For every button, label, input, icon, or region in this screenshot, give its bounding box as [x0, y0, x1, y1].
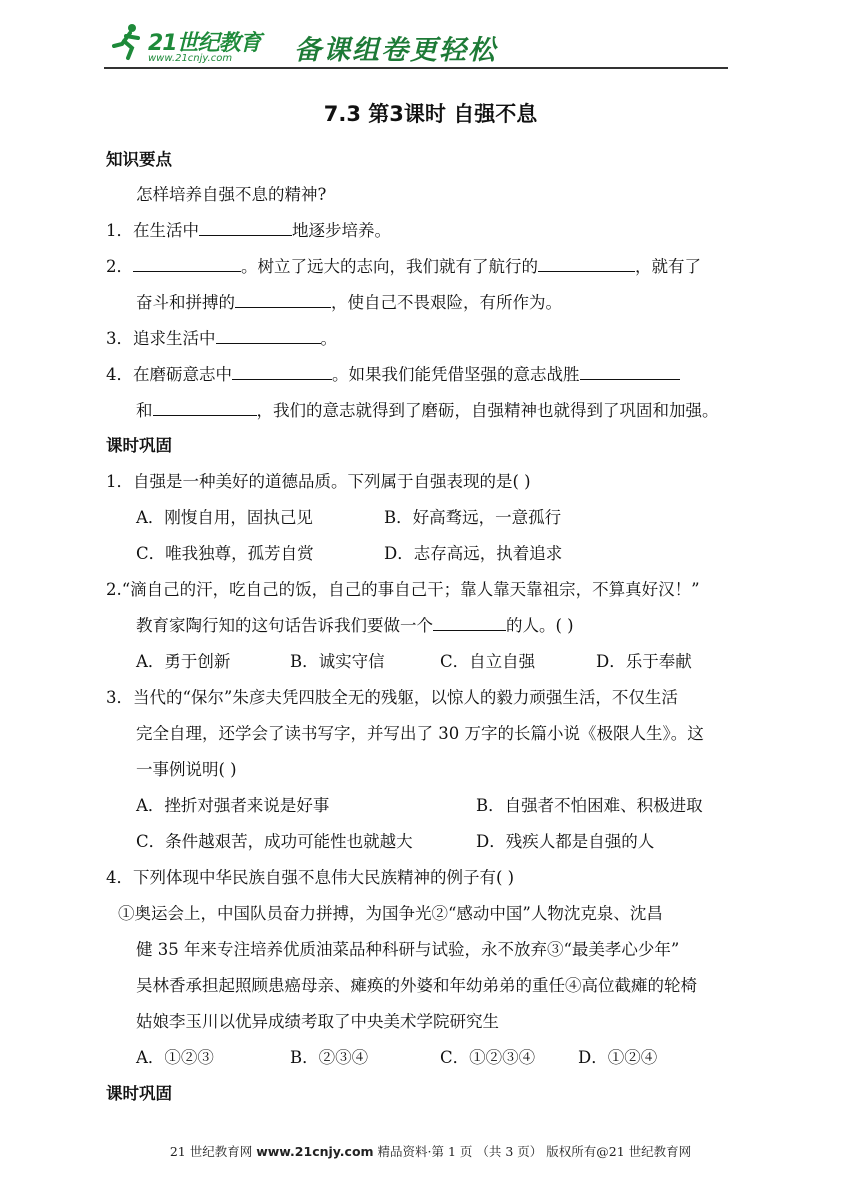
q3-option-b[interactable]: B．自强者不怕困难、积极进取 [476, 796, 703, 815]
q2-option-a[interactable]: A．勇于创新 [136, 652, 231, 671]
q2-option-c[interactable]: C．自立自强 [440, 652, 536, 671]
question-4: 4．下列体现中华民族自强不息伟大民族精神的例子有( ) [106, 868, 515, 887]
fill-blank[interactable] [199, 221, 292, 236]
knowledge-item-3: 3．追求生活中 。 [106, 329, 337, 348]
page-footer: 21 世纪教育网 www.21cnjy.com 精品资料·第 1 页 （共 3 页） 版权所有@21 世纪教育网 [169, 1144, 692, 1159]
q1-option-c[interactable]: C．唯我独尊，孤芳自赏 [136, 544, 314, 563]
q2-option-b[interactable]: B．诚实守信 [290, 652, 385, 671]
q1-option-d[interactable]: D．志存高远，执着追求 [384, 544, 563, 563]
runner-logo-icon [110, 22, 144, 62]
section-heading-consolidate-2: 课时巩固 [106, 1084, 172, 1103]
header-rule [104, 67, 728, 69]
brand-name: 21世纪教育 [148, 31, 261, 56]
slogan: 备课组卷更轻松 [294, 35, 497, 66]
fill-blank[interactable] [538, 257, 635, 272]
brand-url: www.21cnjy.com [148, 53, 233, 64]
knowledge-item-2: 2． 。树立了远大的志向，我们就有了航行的 ，就有了 [106, 257, 701, 276]
q4-option-d[interactable]: D．①②④ [578, 1048, 658, 1067]
q4-option-b[interactable]: B．②③④ [290, 1048, 369, 1067]
q3-option-c[interactable]: C．条件越艰苦，成功可能性也就越大 [136, 832, 413, 851]
footer-site-link[interactable]: www.21cnjy.com [256, 1144, 374, 1159]
q4-option-a[interactable]: A．①②③ [136, 1048, 214, 1067]
q1-option-a[interactable]: A．刚愎自用，固执己见 [136, 508, 313, 527]
knowledge-item-1: 1．在生活中 地逐步培养。 [106, 221, 391, 240]
fill-blank[interactable] [133, 257, 241, 272]
question-3-cont: 完全自理，还学会了读书写字，并写出了 30 万字的长篇小说《极限人生》。这 [136, 724, 704, 743]
fill-blank[interactable] [153, 401, 257, 416]
knowledge-intro: 怎样培养自强不息的精神? [136, 185, 327, 204]
page-header [104, 20, 728, 70]
question-2: 2.“滴自己的汗，吃自己的饭，自己的事自己干；靠人靠天靠祖宗，不算真好汉！” [106, 580, 700, 599]
question-3: 3．当代的“保尔”朱彦夫凭四肢全无的残躯，以惊人的毅力顽强生活，不仅生活 [106, 688, 678, 707]
knowledge-item-4-cont: 和 ，我们的意志就得到了磨砺，自强精神也就得到了巩固和加强。 [136, 401, 719, 420]
question-1: 1．自强是一种美好的道德品质。下列属于自强表现的是( ) [106, 472, 531, 491]
page-title: 7.3 第3课时 自强不息 [323, 102, 538, 126]
fill-blank[interactable] [235, 293, 331, 308]
q3-option-d[interactable]: D．残疾人都是自强的人 [476, 832, 655, 851]
q4-option-c[interactable]: C．①②③④ [440, 1048, 536, 1067]
q1-option-b[interactable]: B．好高骛远，一意孤行 [384, 508, 562, 527]
question-3-cont: 一事例说明( ) [136, 760, 237, 779]
question-4-cont: 健 35 年来专注培养优质油菜品种科研与试验，永不放弃③“最美孝心少年” [136, 940, 680, 959]
fill-blank[interactable] [216, 329, 321, 344]
fill-blank[interactable] [433, 616, 506, 631]
knowledge-item-2-cont: 奋斗和拼搏的 ，使自己不畏艰险，有所作为。 [136, 293, 562, 312]
knowledge-item-4: 4．在磨砺意志中 。如果我们能凭借坚强的意志战胜 [106, 361, 680, 385]
question-4-cont: 吴林香承担起照顾患癌母亲、瘫痪的外婆和年幼弟弟的重任④高位截瘫的轮椅 [136, 976, 697, 995]
fill-blank[interactable] [232, 365, 332, 380]
q3-option-a[interactable]: A．挫折对强者来说是好事 [136, 796, 330, 815]
question-2-cont: 教育家陶行知的这句话告诉我们要做一个 的人。( ) [136, 616, 574, 635]
question-4-cont: ①奥运会上，中国队员奋力拼搏，为国争光②“感动中国”人物沈克泉、沈昌 [118, 904, 663, 923]
section-heading-consolidate: 课时巩固 [106, 436, 172, 455]
fill-blank[interactable] [580, 365, 680, 380]
q2-option-d[interactable]: D．乐于奉献 [596, 652, 692, 671]
section-heading-knowledge: 知识要点 [106, 150, 172, 169]
question-4-cont: 姑娘李玉川以优异成绩考取了中央美术学院研究生 [136, 1012, 499, 1031]
